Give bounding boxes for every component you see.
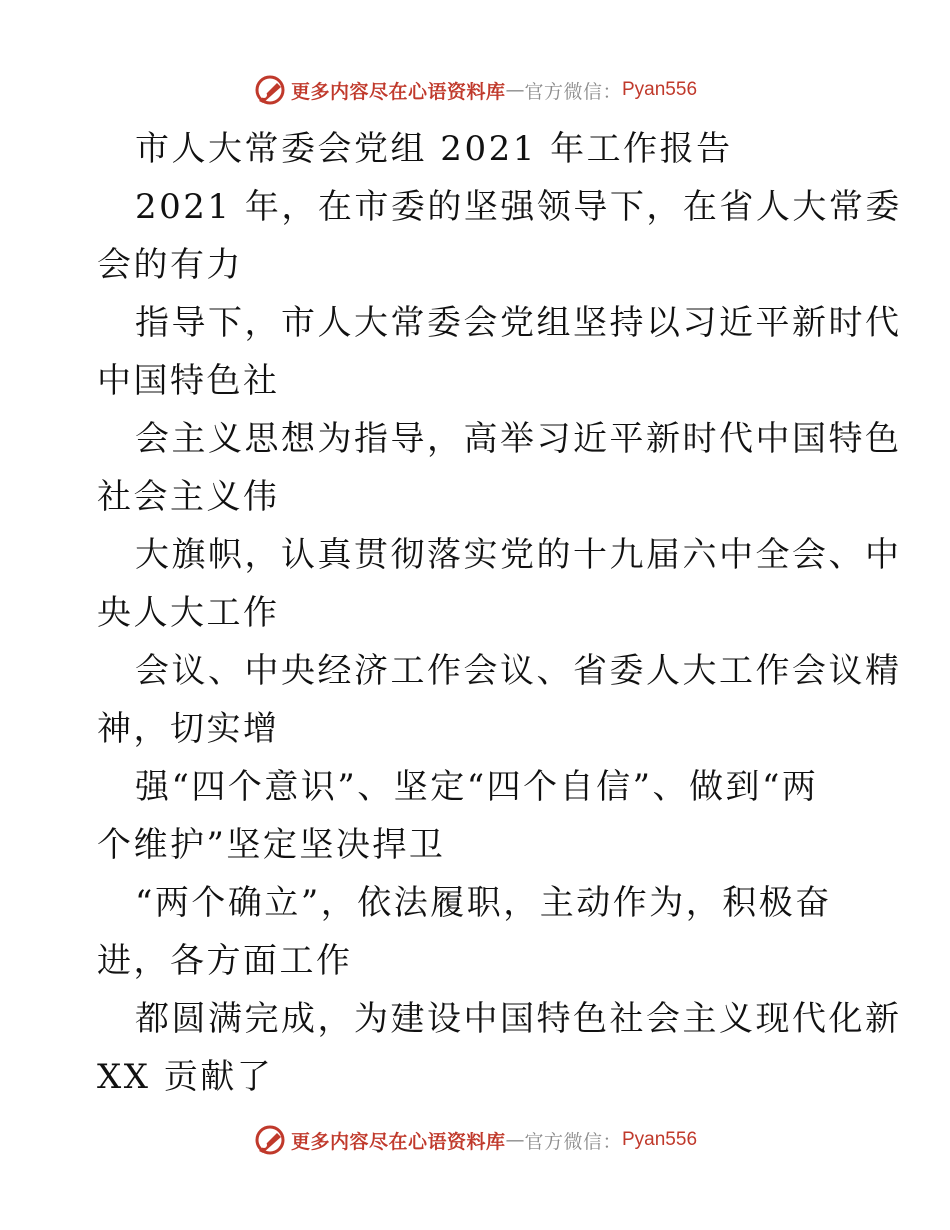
paragraph-line: 指导下，市人大常委会党组坚持以习近平新时代 xyxy=(135,303,902,343)
paragraph-line: 中国特色社 xyxy=(97,361,280,401)
paragraph-line: 都圆满完成，为建设中国特色社会主义现代化新 xyxy=(135,999,902,1039)
paragraph-line: “两个确立”，依法履职，主动作为，积极奋 xyxy=(135,883,832,923)
footer-watermark xyxy=(0,1120,950,1160)
pen-logo-icon xyxy=(253,1123,287,1157)
document-body xyxy=(97,120,902,1106)
watermark-wechat-id: Pyan556 xyxy=(622,79,698,100)
paragraph-line: 会的有力 xyxy=(97,245,243,285)
paragraph-line: 个维护”坚定坚决捍卫 xyxy=(97,825,446,865)
paragraph-line: 会主义思想为指导，高举习近平新时代中国特色 xyxy=(135,419,902,459)
paragraph-line: 2021 年，在市委的坚强领导下，在省人大常委 xyxy=(135,187,902,227)
watermark-wechat-id: Pyan556 xyxy=(622,1129,698,1150)
watermark-dash: — xyxy=(505,1129,525,1151)
watermark-dash: — xyxy=(505,79,525,101)
watermark-text: 更多内容尽在心语资料库 xyxy=(290,80,506,103)
pen-logo-icon xyxy=(253,73,287,107)
watermark-wechat-label: 官方微信： xyxy=(524,80,622,103)
paragraph-line: 央人大工作 xyxy=(97,593,280,633)
watermark-wechat-label: 官方微信： xyxy=(524,1130,622,1153)
paragraph-line: 社会主义伟 xyxy=(97,477,280,517)
paragraph-line: 强“四个意识”、坚定“四个自信”、做到“两 xyxy=(135,767,819,807)
paragraph-line: 进，各方面工作 xyxy=(97,941,353,981)
header-watermark xyxy=(0,70,950,110)
paragraph-line: 大旗帜，认真贯彻落实党的十九届六中全会、中 xyxy=(135,535,902,575)
paragraph-line: 会议、中央经济工作会议、省委人大工作会议精 xyxy=(135,651,902,691)
watermark-text: 更多内容尽在心语资料库 xyxy=(290,1130,506,1153)
document-title: 市人大常委会党组 2021 年工作报告 xyxy=(135,129,733,169)
paragraph-line: XX 贡献了 xyxy=(97,1057,274,1097)
paragraph-line: 神，切实增 xyxy=(97,709,280,749)
